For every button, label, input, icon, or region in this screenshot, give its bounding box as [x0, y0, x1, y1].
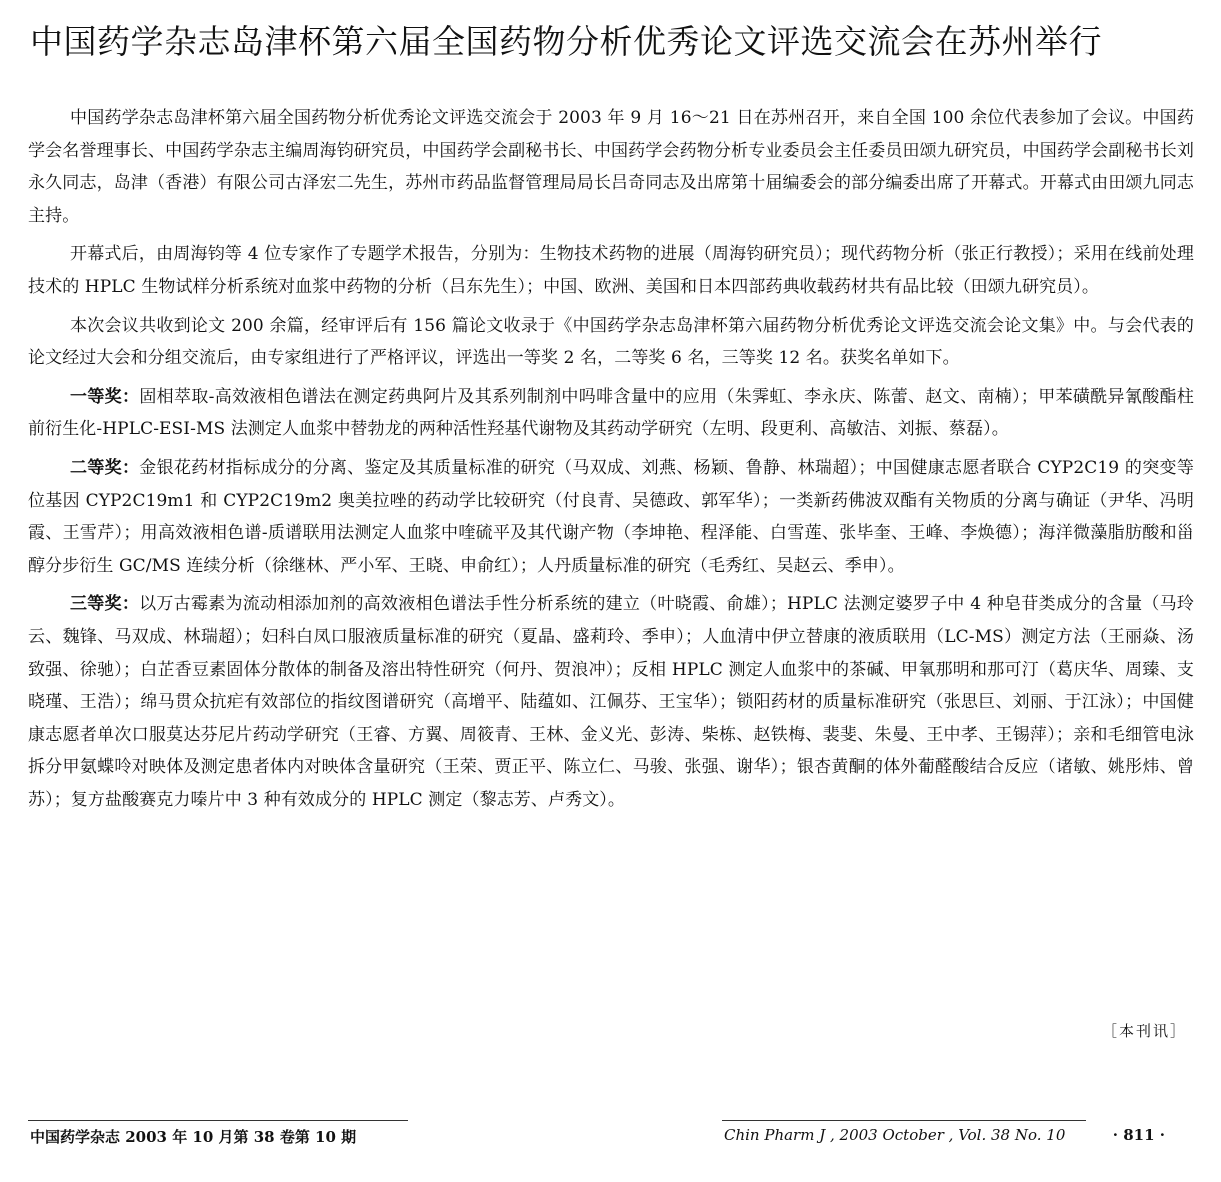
footer-rule-left [28, 1120, 408, 1121]
paragraph-reports [28, 238, 1194, 303]
paragraph-second-prize [28, 452, 1194, 582]
article-title: 中国药学杂志岛津杯第六届全国药物分析优秀论文评选交流会在苏州举行 [30, 22, 1102, 61]
paragraph-opening [28, 102, 1194, 232]
page-number: · 811 · [1112, 1126, 1165, 1144]
second-prize-list: 金银花药材指标成分的分离、鉴定及其质量标准的研究（马双成、刘燕、杨颖、鲁静、林瑞超）；中国健康志愿者联合 CYP2C19 的突变等位基因 CYP2C19m1 和 CYP2C19m2 奥美拉唑的药动学比较研究（付良青、吴德政、郭军华）；一类新药佛波双酯有关物质的分离与确证（尹华、冯明霞、王雪芹）；用高效液相色谱-质谱联用法测定人血浆中喹硫平及其代谢产物（李坤艳、程泽能、白雪莲、张毕奎、王峰、李焕德）；海洋微藻脂肪酸和甾醇分步衍生 GC/MS 连续分析（徐继林、严小军、王晓、申俞红）；人丹质量标准的研究（毛秀红、吴赵云、季申）。 [28, 457, 1194, 576]
first-prize-list: 固相萃取-高效液相色谱法在测定药典阿片及其系列制剂中吗啡含量中的应用（朱霁虹、李永庆、陈蕾、赵文、南楠）；甲苯磺酰异氰酸酯柱前衍生化-HPLC-ESI-MS 法测定人血浆中替勃龙的两种活性羟基代谢物及其药动学研究（左明、段更利、高敏洁、刘振、蔡磊）。 [28, 386, 1194, 440]
source-signature: ［本刊讯］ [1101, 1022, 1187, 1040]
third-prize-list: 以万古霉素为流动相添加剂的高效液相色谱法手性分析系统的建立（叶晓霞、俞雄）；HPLC 法测定婆罗子中 4 种皂苷类成分的含量（马玲云、魏锋、马双成、林瑞超）；妇科白凤口服液质量标准的研究（夏晶、盛莉玲、季申）；人血清中伊立替康的液质联用（LC-MS）测定方法（王丽焱、汤致强、徐驰）；白芷香豆素固体分散体的制备及溶出特性研究（何丹、贺浪冲）；反相 HPLC 测定人血浆中的茶碱、甲氧那明和那可汀（葛庆华、周臻、支晓瑾、王浩）；绵马贯众抗疟有效部位的指纹图谱研究（高增平、陆蕴如、江佩芬、王宝华）；锁阳药材的质量标准研究（张思巨、刘丽、于江泳）；中国健康志愿者单次口服莫达芬尼片药动学研究（王睿、方翼、周筱青、王林、金义光、彭涛、柴栋、赵铁梅、裴斐、朱曼、王中孝、王锡萍）；亲和毛细管电泳拆分甲氨蝶呤对映体及测定患者体内对映体含量研究（王荣、贾正平、陈立仁、马骏、张强、谢华）；银杏黄酮的体外葡醛酸结合反应（诸敏、姚彤炜、曾苏）；复方盐酸赛克力嗪片中 3 种有效成分的 HPLC 测定（黎志芳、卢秀文）。 [28, 594, 1194, 810]
paragraph-third-prize [28, 588, 1194, 816]
article-body [28, 102, 1194, 822]
first-prize-label: 一等奖： [70, 386, 140, 407]
footer-journal-english: Chin Pharm J , 2003 October , Vol. 38 No. 10 [724, 1126, 1066, 1144]
footer-rule-right [722, 1120, 1086, 1121]
paragraph-text: 中国药学杂志岛津杯第六届全国药物分析优秀论文评选交流会于 2003 年 9 月 16～21 日在苏州召开，来自全国 100 余位代表参加了会议。中国药学会名誉理事长、中国药学杂志主编周海钧研究员，中国药学会副秘书长、中国药学会药物分析专业委员会主任委员田颂九研究员，中国药学会副秘书长刘永久同志，岛津（香港）有限公司古泽宏二先生，苏州市药品监督管理局局长吕奇同志及出席第十届编委会的部分编委出席了开幕式。开幕式由田颂九同志主持。 [28, 108, 1194, 226]
paragraph-text: 本次会议共收到论文 200 余篇，经审评后有 156 篇论文收录于《中国药学杂志岛津杯第六届药物分析优秀论文评选交流会论文集》中。与会代表的论文经过大会和分组交流后，由专家组进行了严格评议，评选出一等奖 2 名，二等奖 6 名，三等奖 12 名。获奖名单如下。 [28, 315, 1194, 369]
paragraph-first-prize [28, 381, 1194, 446]
second-prize-label: 二等奖： [70, 457, 140, 478]
paragraph-text: 开幕式后，由周海钧等 4 位专家作了专题学术报告，分别为：生物技术药物的进展（周海钧研究员）；现代药物分析（张正行教授）；采用在线前处理技术的 HPLC 生物试样分析系统对血浆中药物的分析（吕东先生）；中国、欧洲、美国和日本四部药典收载药材共有品比较（田颂九研究员）。 [28, 244, 1194, 297]
footer-journal-chinese: 中国药学杂志 2003 年 10 月第 38 卷第 10 期 [30, 1128, 357, 1146]
third-prize-label: 三等奖： [70, 594, 140, 615]
paragraph-papers [28, 310, 1194, 375]
